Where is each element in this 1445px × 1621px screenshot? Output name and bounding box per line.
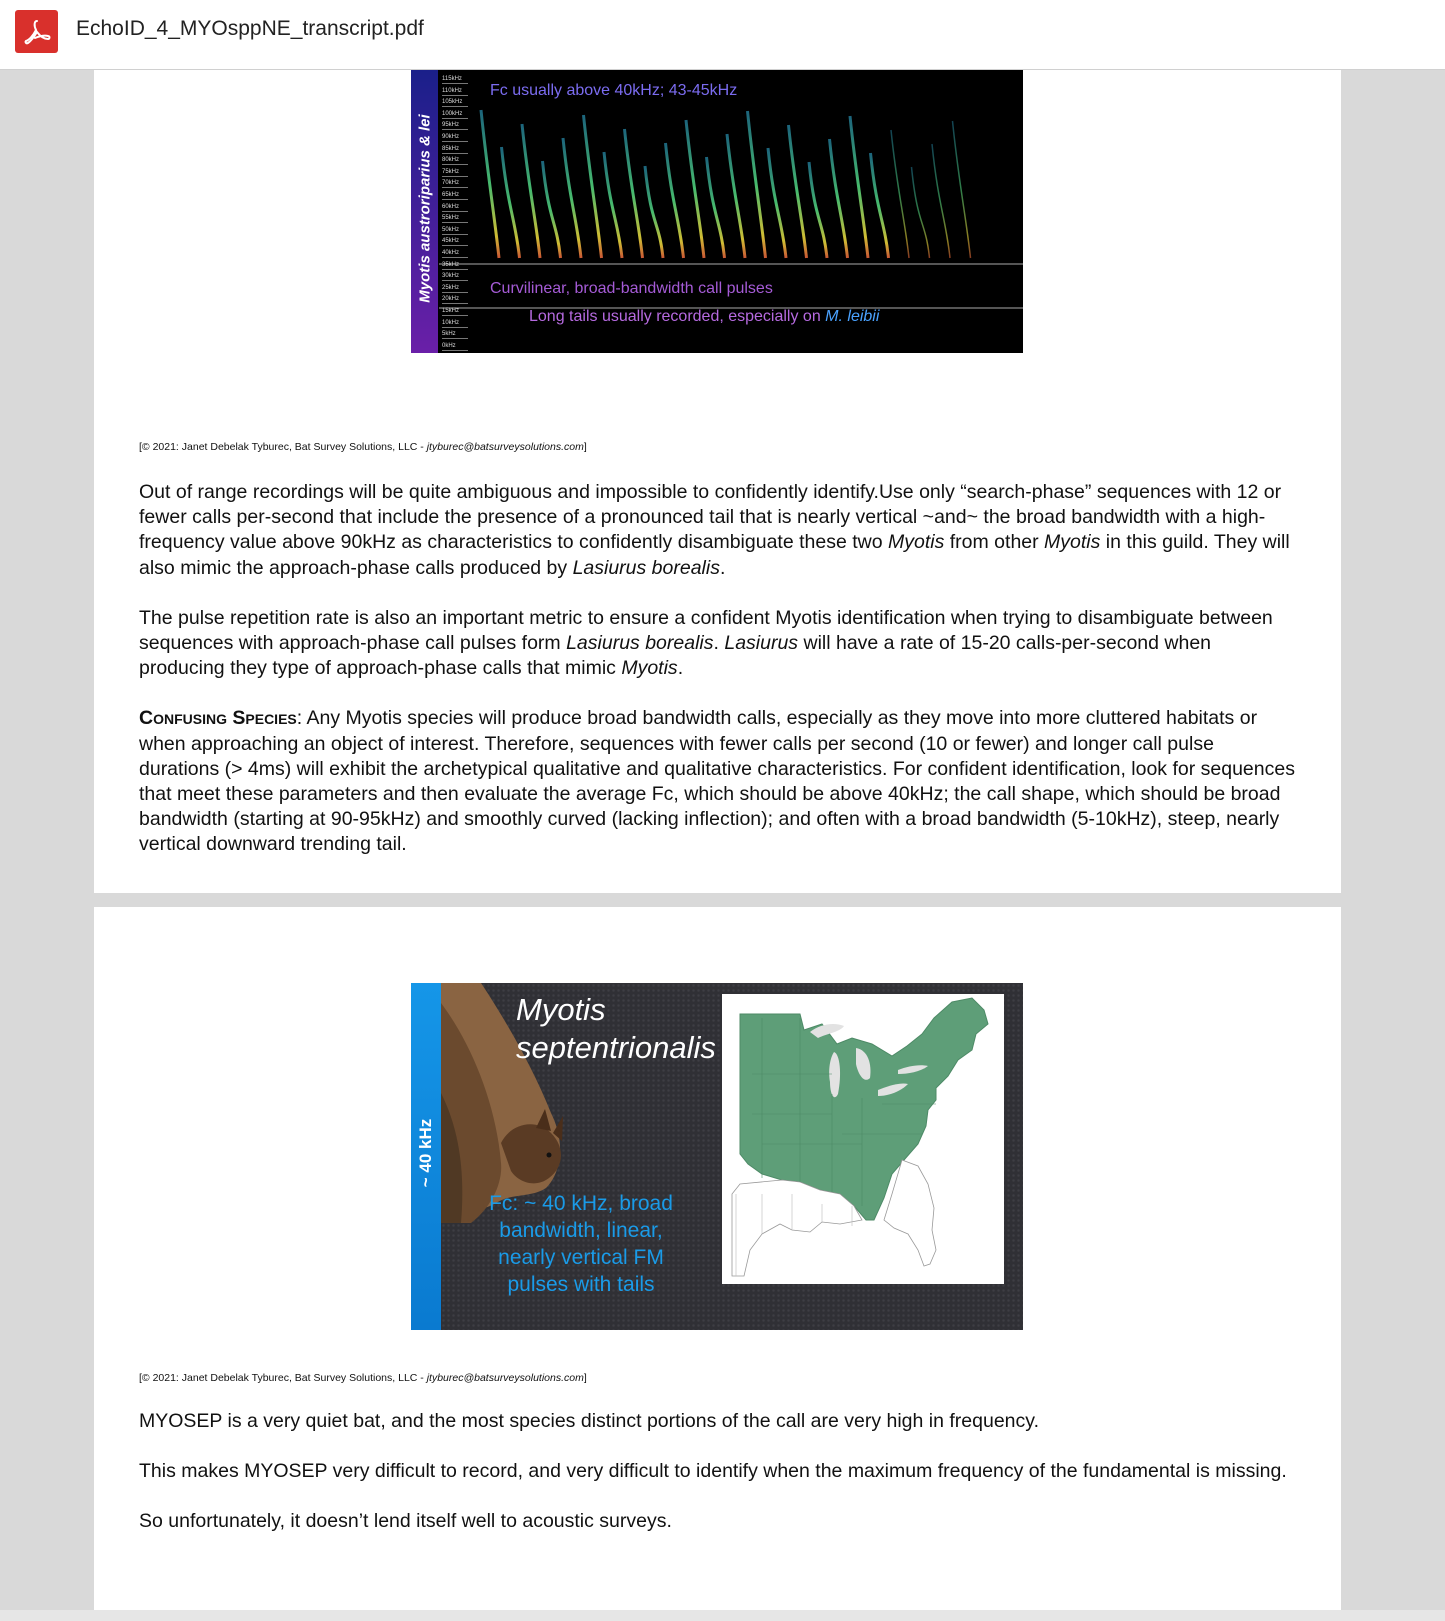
frequency-tick-label: 80kHz [442, 157, 468, 165]
text-run: . [713, 632, 725, 655]
page2-body [139, 1409, 1299, 1560]
call-pulse [871, 153, 889, 258]
frequency-tick-label: 60kHz [442, 204, 468, 212]
species-slide [411, 983, 1023, 1330]
call-pulse [481, 110, 499, 258]
credit-text: [© 2021: Janet Debelak Tyburec, Bat Survey Solutions, LLC - [139, 441, 427, 453]
credit-close: ] [583, 1372, 587, 1384]
text-run: from other [944, 531, 1045, 554]
italic-run: Myotis [888, 531, 945, 554]
frequency-tick-label: 5kHz [442, 331, 468, 339]
call-pulse [850, 116, 868, 258]
species-name-genus: Myotis [516, 992, 606, 1027]
call-pulse [768, 148, 786, 258]
frequency-tick-label: 45kHz [442, 238, 468, 246]
range-map [722, 994, 1004, 1284]
frequency-tick-label: 95kHz [442, 122, 468, 130]
spectrogram-slide [411, 70, 1023, 353]
frequency-tick-label: 35kHz [442, 262, 468, 270]
text-run: in this guild. They will also mimic the approach-phase calls produced by [139, 531, 1290, 579]
confusing-species-heading: Confusing Species [139, 707, 297, 730]
call-pulse [809, 162, 827, 258]
credit-close: ] [583, 441, 587, 453]
paragraph-myosep-surveys: So unfortunately, it doesn’t lend itself well to acoustic surveys. [139, 1510, 672, 1533]
credit-email: jtyburec@batsurveysolutions.com [426, 441, 584, 453]
copyright-credit [139, 441, 587, 453]
species-name-epithet: septentrionalis [516, 1030, 716, 1065]
call-pulse [707, 157, 725, 258]
call-pulse [666, 143, 684, 258]
frequency-tick-label: 55kHz [442, 215, 468, 223]
call-description-line: pulses with tails [507, 1273, 655, 1296]
copyright-credit [139, 1372, 587, 1384]
slide-annotation-species: M. leibii [825, 308, 880, 325]
slide-annotation-tails [529, 308, 879, 326]
frequency-tick-label: 15kHz [442, 308, 468, 316]
frequency-tick-label: 90kHz [442, 134, 468, 142]
paragraph-pulse-rate [139, 606, 1299, 682]
frequency-tick-label: 25kHz [442, 285, 468, 293]
call-pulse [686, 120, 704, 258]
text-run: : Any Myotis species will produce broad bandwidth calls, especially as they move into more cluttered habitats or when approaching an object of interest. Therefore, sequences with fewer calls per second (10 or fewer) and longer call pulse durations (> 4ms) will exhibit the archetypical qualitative and qualitative characteristics. For confident identification, look for sequences that meet these parameters and then evaluate the average Fc, which should be above 40kHz; the call shape, which should be broad bandwidth (starting at 90-95kHz) and smoothly curved (lacking inflection); and often with a broad bandwidth (5-10kHz), steep, nearly vertical downward trending tail. [139, 707, 1295, 856]
acrobat-pdf-icon [15, 10, 58, 53]
text-run: The pulse repetition rate is also an important metric to ensure a confident Myotis identification when trying to disambiguate between sequences with approach-phase call pulses form [139, 606, 1273, 655]
call-pulse [953, 121, 971, 258]
call-pulse [912, 167, 930, 258]
call-pulse [645, 166, 663, 258]
frequency-tick-label: 110kHz [442, 88, 468, 96]
call-pulse [748, 111, 766, 258]
viewer-bottom-edge [0, 1610, 1445, 1621]
call-description-line: Fc: ~ 40 kHz, broad [489, 1192, 673, 1215]
text-run: Out of range recordings will be quite ambiguous and impossible to confidently identify.Use only “search-phase” sequences with 12 or fewer calls per-second that include the presence of a pronounced tail that is nearly vertical ~and~ the broad bandwidth with a high-frequency value above 90kHz as characteristics to confidently disambiguate these two [139, 481, 1282, 554]
call-pulse [727, 134, 745, 258]
call-description [471, 1190, 691, 1298]
pdf-page-2 [94, 907, 1341, 1621]
document-title: EchoID_4_MYOsppNE_transcript.pdf [76, 17, 424, 40]
slide-annotation-shape: Curvilinear, broad-bandwidth call pulses [490, 280, 773, 297]
italic-run: Myotis [621, 657, 678, 680]
frequency-tick-label: 115kHz [442, 76, 468, 84]
frequency-tick-label: 20kHz [442, 296, 468, 304]
frequency-tick-label: 10kHz [442, 320, 468, 328]
call-pulse [891, 130, 909, 258]
frequency-tick-label: 50kHz [442, 227, 468, 235]
call-pulse [543, 161, 561, 258]
credit-text: [© 2021: Janet Debelak Tyburec, Bat Survey Solutions, LLC - [139, 1372, 427, 1384]
text-run: . [677, 657, 684, 680]
frequency-tick-label: 0kHz [442, 343, 468, 351]
paragraph-myosep-quiet: MYOSEP is a very quiet bat, and the most species distinct portions of the call are very high in frequency. [139, 1410, 1039, 1432]
frequency-tick-label: 75kHz [442, 169, 468, 177]
species-name [516, 991, 716, 1067]
vertical-species-label: Myotis austroriparius & lei [416, 114, 434, 303]
call-pulse [830, 139, 848, 258]
italic-run: Lasiurus borealis [572, 556, 720, 579]
frequency-tick-label: 85kHz [442, 146, 468, 154]
frequency-tick-label: 105kHz [442, 99, 468, 107]
text-run: will have a rate of 15-20 calls-per-second when producing they type of approach-phase calls that mimic [139, 632, 1212, 680]
text-run: . [719, 556, 726, 579]
slide-annotation-tails-text: Long tails usually recorded, especially on [529, 308, 826, 325]
paragraph-myosep-difficult: This makes MYOSEP very difficult to record, and very difficult to identify when the maximum frequency of the fundamental is missing. [139, 1460, 1287, 1483]
frequency-tick-label: 40kHz [442, 250, 468, 258]
call-pulse [604, 152, 622, 258]
call-description-line: bandwidth, linear, [499, 1219, 663, 1242]
slide-annotation-fc: Fc usually above 40kHz; 43-45kHz [490, 82, 738, 99]
call-pulse [502, 147, 520, 258]
italic-run: Lasiurus borealis [566, 632, 714, 655]
call-pulse [625, 129, 643, 258]
frequency-side-label: ~ 40 kHz [416, 1118, 435, 1188]
title-bar [0, 0, 1445, 70]
call-pulse [789, 125, 807, 258]
call-pulse [584, 115, 602, 258]
italic-run: Myotis [1044, 531, 1101, 554]
italic-run: Lasiurus [724, 632, 799, 655]
frequency-tick-label: 70kHz [442, 180, 468, 188]
page1-body [139, 480, 1299, 883]
call-pulse [932, 144, 950, 258]
call-description-line: nearly vertical FM [498, 1246, 664, 1269]
paragraph-confusing-species [139, 706, 1299, 857]
frequency-tick-label: 65kHz [442, 192, 468, 200]
credit-email: jtyburec@batsurveysolutions.com [426, 1372, 584, 1384]
call-pulse [522, 124, 540, 258]
call-pulse [563, 138, 581, 258]
paragraph-out-of-range [139, 480, 1299, 581]
frequency-tick-label: 100kHz [442, 111, 468, 119]
pdf-page-1 [94, 70, 1341, 893]
frequency-tick-label: 30kHz [442, 273, 468, 281]
